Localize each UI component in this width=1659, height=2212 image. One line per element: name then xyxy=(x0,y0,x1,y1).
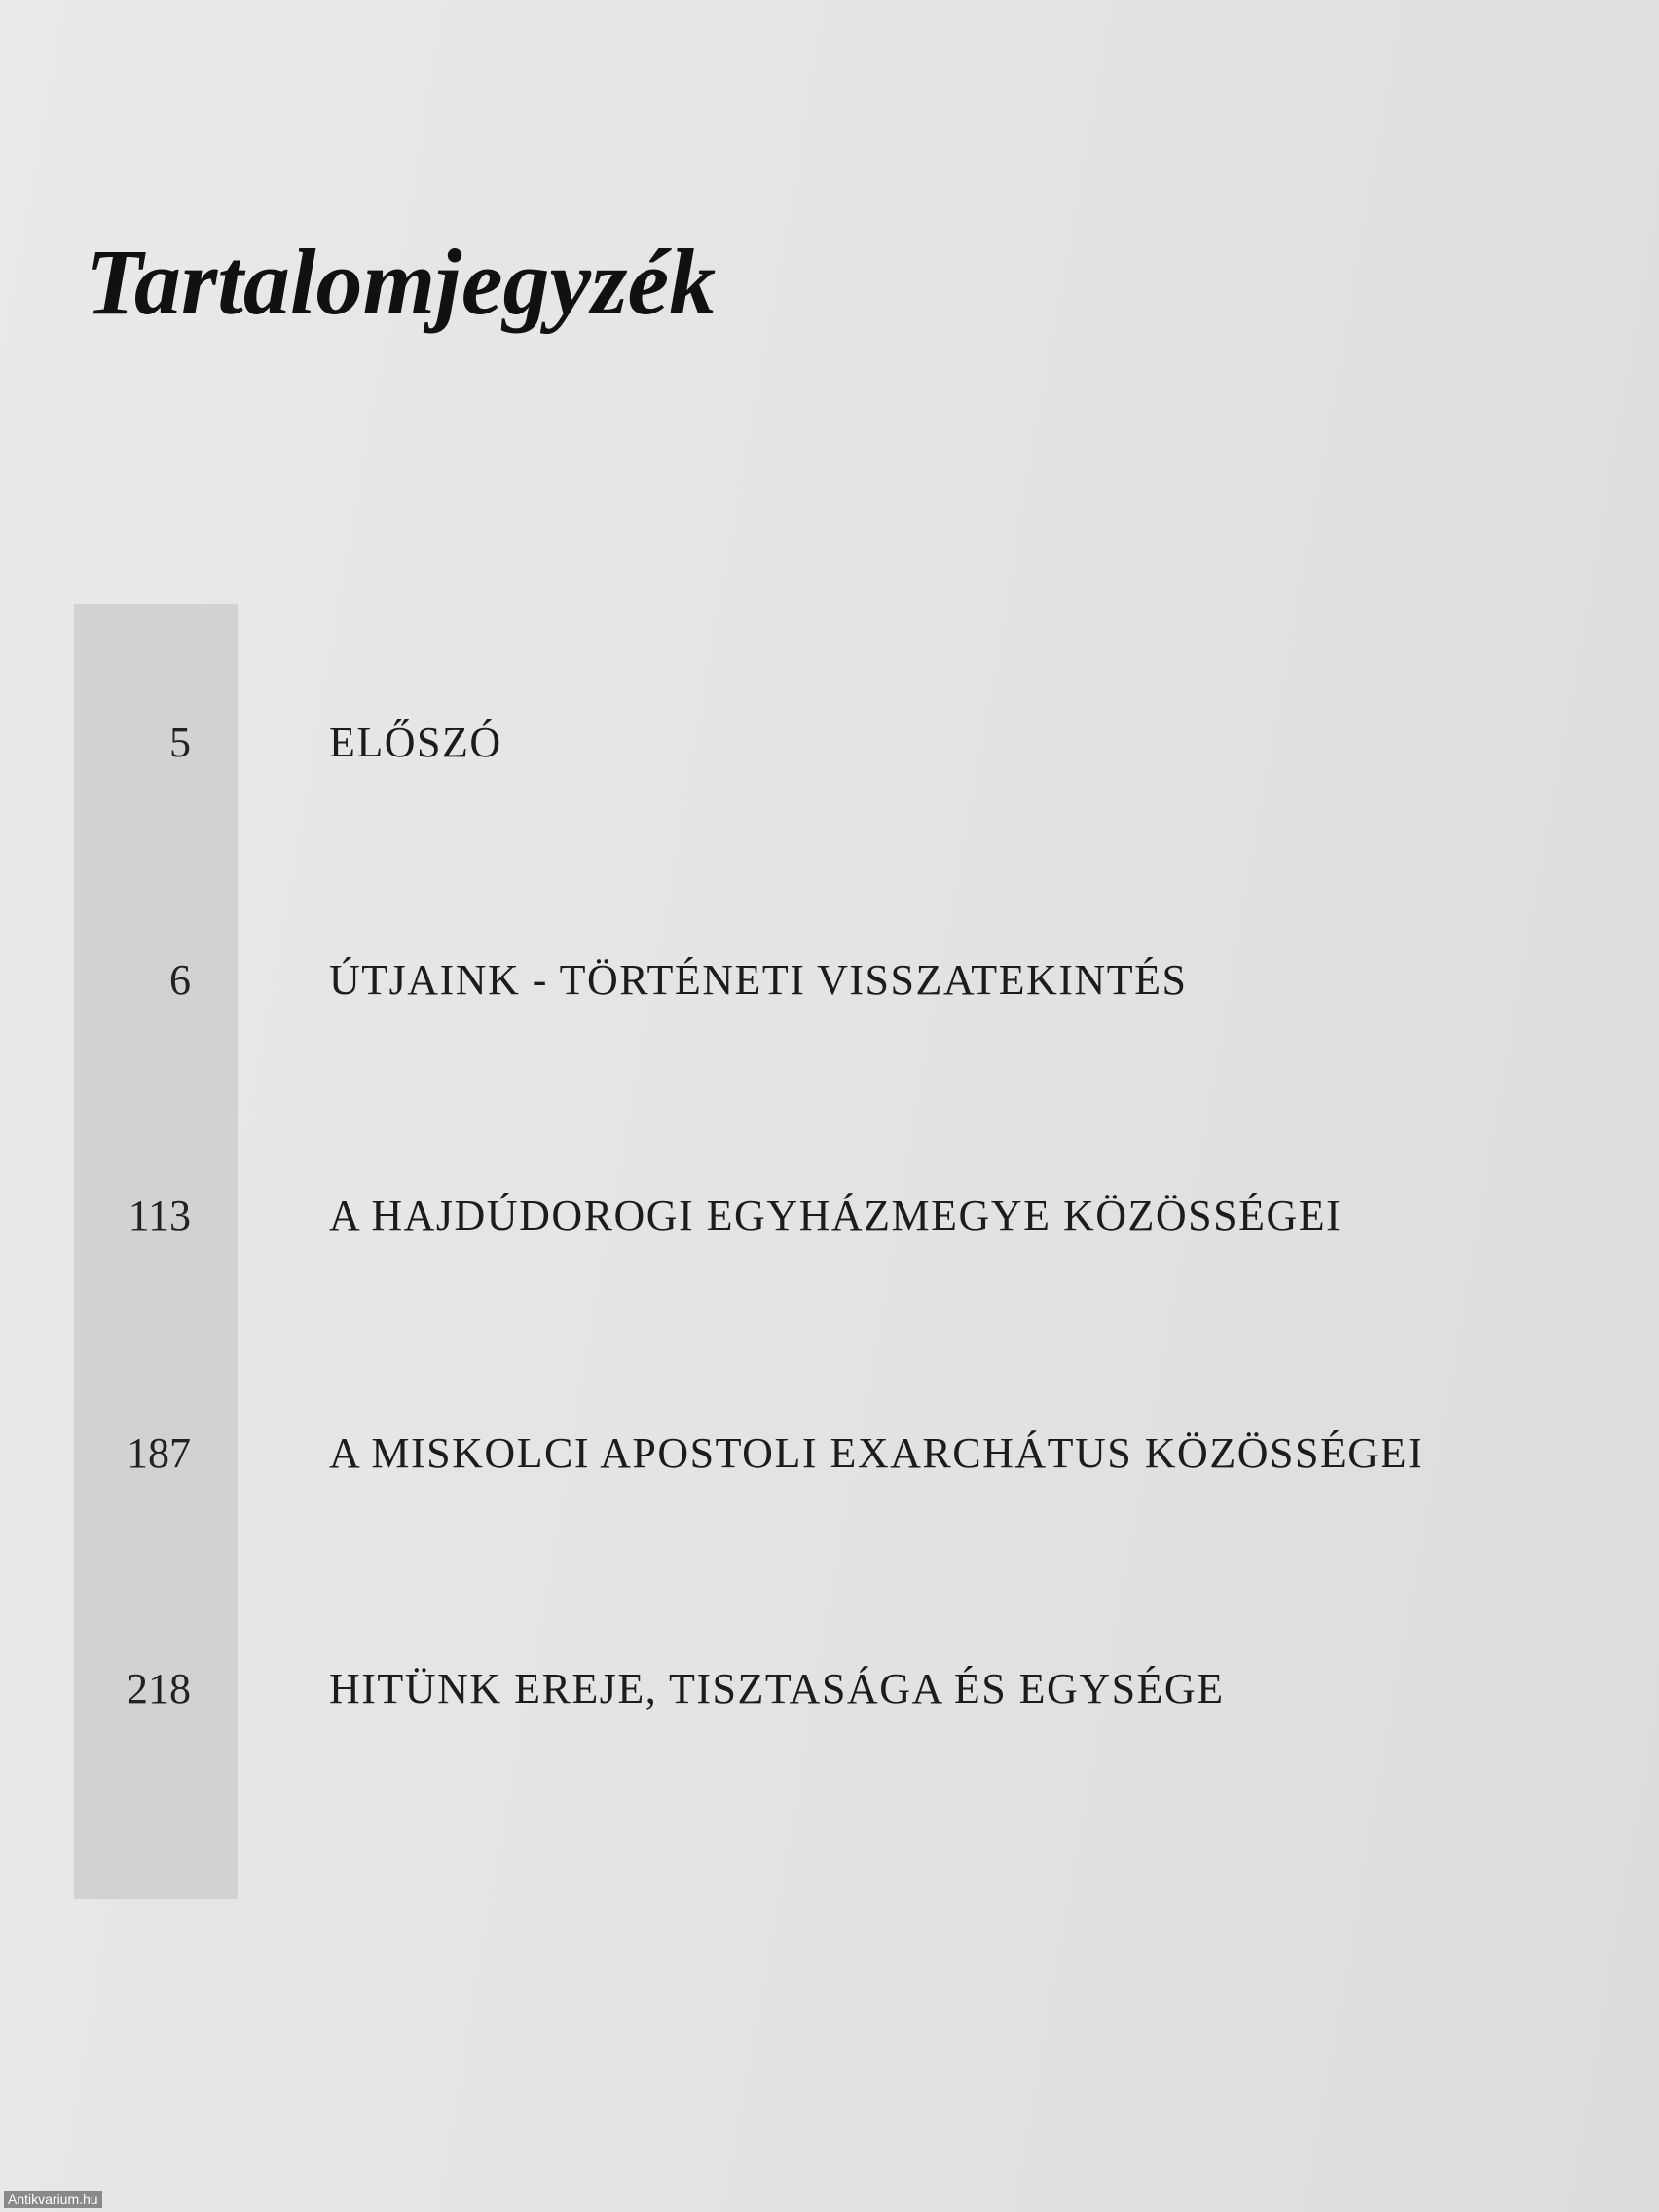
toc-page-number: 218 xyxy=(127,1665,191,1713)
toc-entry-title: ÚTJAINK - TÖRTÉNETI VISSZATEKINTÉS xyxy=(329,956,1188,1004)
watermark: Antikvarium.hu xyxy=(4,2191,102,2208)
toc-entry-title: HITÜNK EREJE, TISZTASÁGA ÉS EGYSÉGE xyxy=(329,1665,1225,1713)
page-title: Tartalomjegyzék xyxy=(86,230,717,335)
toc-page-number: 6 xyxy=(169,956,191,1004)
toc-page-number: 187 xyxy=(127,1429,191,1477)
toc-page-number: 113 xyxy=(128,1192,191,1239)
toc-entry-title: A MISKOLCI APOSTOLI EXARCHÁTUS KÖZÖSSÉGEI xyxy=(329,1429,1424,1477)
toc-page-number: 5 xyxy=(169,719,191,766)
toc-entry-title: A HAJDÚDOROGI EGYHÁZMEGYE KÖZÖSSÉGEI xyxy=(329,1192,1343,1239)
toc-entry-title: ELŐSZÓ xyxy=(329,719,502,766)
toc-entry[interactable] xyxy=(0,1419,1659,1488)
toc-entry[interactable] xyxy=(0,709,1659,777)
toc-entry[interactable] xyxy=(0,946,1659,1014)
toc-entry[interactable] xyxy=(0,1182,1659,1250)
toc-entry[interactable] xyxy=(0,1655,1659,1723)
